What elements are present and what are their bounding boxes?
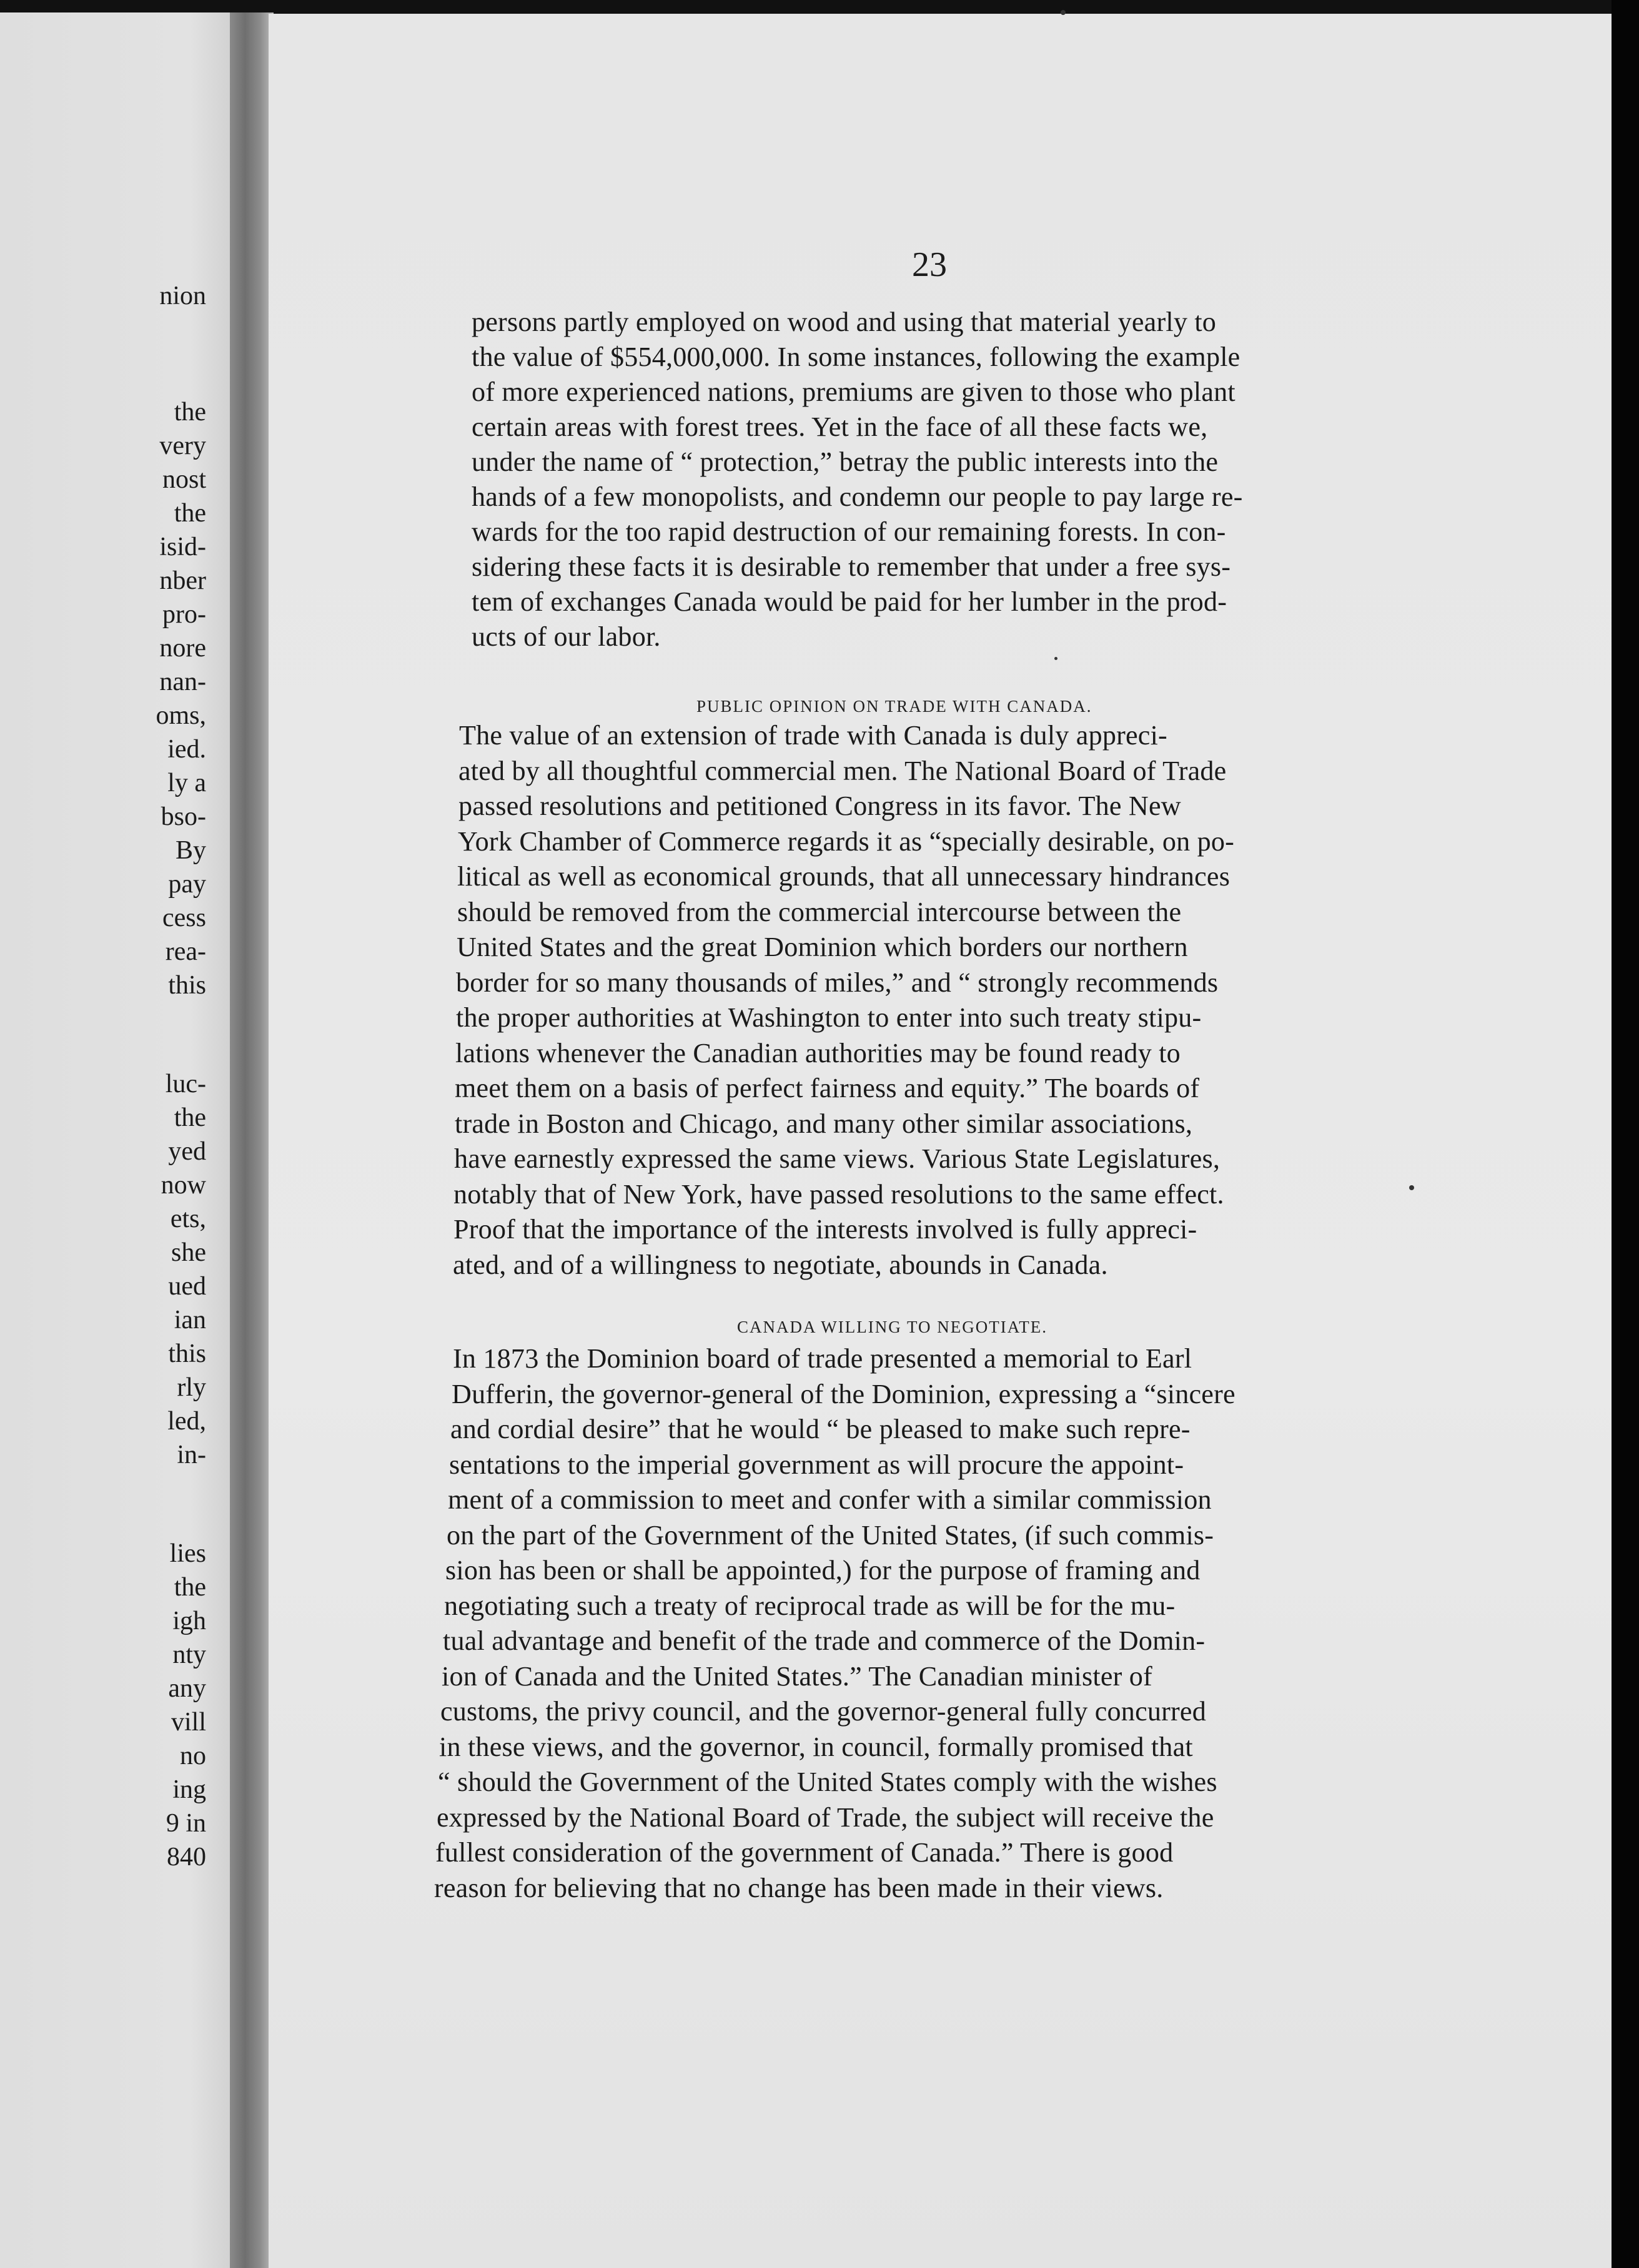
text-line: notably that of New York, have passed resolutions to the same effect. bbox=[453, 1178, 1225, 1210]
text-line: of more experienced nations, premiums are given to those who plant bbox=[472, 377, 1235, 407]
text-line: on the part of the Government of the United States, (if such commis- bbox=[447, 1519, 1214, 1551]
left-page-fragment: the bbox=[174, 1103, 206, 1132]
scan-speck bbox=[1409, 1185, 1414, 1190]
text-line: the proper authorities at Washington to enter into such treaty stipu- bbox=[455, 1002, 1202, 1033]
text-line: meet them on a basis of perfect fairness and equity.” The boards of bbox=[455, 1073, 1200, 1103]
text-line: fullest consideration of the government of Canada.” There is good bbox=[435, 1837, 1174, 1868]
text-line: in these views, and the governor, in council, formally promised that bbox=[439, 1731, 1193, 1762]
scan-speck bbox=[1061, 10, 1066, 15]
left-page-fragment: in- bbox=[177, 1441, 206, 1469]
text-line: wards for the too rapid destruction of our remaining forests. In con- bbox=[472, 516, 1226, 547]
text-line: lations whenever the Canadian authorities may be found ready to bbox=[455, 1037, 1181, 1068]
left-page-fragment: nion bbox=[159, 282, 206, 310]
text-line: persons partly employed on wood and using that material yearly to bbox=[472, 307, 1217, 337]
text-line: expressed by the National Board of Trade, the subject will receive the bbox=[437, 1802, 1214, 1833]
text-line: ucts of our labor. bbox=[472, 621, 661, 652]
text-line: sentations to the imperial government as will procure the appoint- bbox=[449, 1449, 1184, 1480]
text-line: ion of Canada and the United States.” The Canadian minister of bbox=[442, 1660, 1152, 1692]
text-line: tem of exchanges Canada would be paid for her lumber in the prod- bbox=[472, 586, 1227, 617]
left-page-fragment: nty bbox=[172, 1640, 206, 1669]
left-page-fragment: this bbox=[168, 1339, 206, 1368]
left-page-fragment: led, bbox=[167, 1407, 206, 1436]
left-page-fragment: the bbox=[174, 1573, 206, 1602]
text-line: under the name of “ protection,” betray the public interests into the bbox=[472, 446, 1219, 477]
left-page-fragment: nan- bbox=[159, 668, 206, 696]
text-line: sidering these facts it is desirable to remember that under a free sys- bbox=[472, 551, 1231, 582]
text-line: customs, the privy council, and the governor-general fully concurred bbox=[440, 1696, 1206, 1727]
left-page-fragment: she bbox=[171, 1238, 206, 1267]
text-line: passed resolutions and petitioned Congress in its favor. The New bbox=[458, 791, 1181, 821]
page-number: 23 bbox=[912, 245, 947, 284]
text-line: In 1873 the Dominion board of trade presented a memorial to Earl bbox=[453, 1343, 1192, 1374]
left-page-fragment: 9 in bbox=[166, 1809, 206, 1838]
text-line: have earnestly expressed the same views. Various State Legislatures, bbox=[454, 1143, 1221, 1174]
text-line: York Chamber of Commerce regards it as “specially desirable, on po- bbox=[458, 826, 1235, 857]
left-page-fragment: pay bbox=[168, 870, 206, 899]
left-page-fragment: ets, bbox=[170, 1205, 206, 1233]
text-line: sion has been or shall be appointed,) for the purpose of framing and bbox=[445, 1555, 1201, 1585]
left-page-fragment: By bbox=[175, 836, 206, 865]
scan-speck bbox=[1054, 657, 1057, 660]
left-page-fragment: cess bbox=[162, 904, 206, 932]
left-page-fragment: ing bbox=[172, 1775, 206, 1804]
text-line: reason for believing that no change has been made in their views. bbox=[434, 1872, 1164, 1903]
page-gutter-shadow bbox=[230, 12, 274, 2268]
scan-right-border bbox=[1612, 0, 1639, 2268]
left-page-fragment: lies bbox=[169, 1539, 206, 1568]
left-page-fragment: rea- bbox=[165, 937, 206, 966]
left-page-fragment: ian bbox=[174, 1306, 206, 1334]
left-page-fragment: ied. bbox=[167, 735, 206, 764]
left-page-fragment: yed bbox=[168, 1137, 206, 1166]
left-page-fragment: pro- bbox=[162, 600, 206, 629]
text-line: Proof that the importance of the interests involved is fully appreci- bbox=[453, 1214, 1197, 1245]
heading-public-opinion: PUBLIC OPINION ON TRADE WITH CANADA. bbox=[696, 697, 1092, 716]
left-page-fragment: luc- bbox=[165, 1070, 206, 1098]
left-page-fragment: bso- bbox=[161, 802, 206, 831]
left-page-fragment: the bbox=[174, 398, 206, 426]
text-line: certain areas with forest trees. Yet in the face of all these facts we, bbox=[472, 412, 1208, 442]
text-line: and cordial desire” that he would “ be pleased to make such repre- bbox=[450, 1414, 1191, 1444]
text-line: ment of a commission to meet and confer with a similar commission bbox=[448, 1484, 1212, 1515]
left-page-fragment: nost bbox=[162, 465, 206, 494]
text-line: litical as well as economical grounds, that all unnecessary hindrances bbox=[457, 861, 1230, 892]
left-page-fragment: ly a bbox=[167, 769, 206, 797]
text-line: negotiating such a treaty of reciprocal trade as will be for the mu- bbox=[444, 1590, 1176, 1621]
text-line: tual advantage and benefit of the trade and commerce of the Domin- bbox=[443, 1625, 1206, 1656]
text-line: ated by all thoughtful commercial men. The National Board of Trade bbox=[458, 755, 1227, 786]
text-line: Dufferin, the governor-general of the Dominion, expressing a “sincere bbox=[452, 1378, 1235, 1409]
text-line: “ should the Government of the United States comply with the wishes bbox=[438, 1767, 1217, 1797]
left-page-fragment: 840 bbox=[167, 1843, 206, 1871]
text-line: trade in Boston and Chicago, and many other similar associations, bbox=[454, 1108, 1192, 1139]
text-line: hands of a few monopolists, and condemn our people to pay large re- bbox=[472, 481, 1243, 512]
text-line: the value of $554,000,000. In some instances, following the example bbox=[472, 342, 1240, 372]
left-facing-page bbox=[0, 12, 237, 2268]
text-line: border for so many thousands of miles,” and “ strongly recommends bbox=[456, 967, 1219, 998]
left-page-fragment: nber bbox=[159, 566, 206, 595]
left-page-fragment: vill bbox=[171, 1708, 206, 1737]
text-line: The value of an extension of trade with Canada is duly appreci- bbox=[459, 720, 1167, 751]
text-line: United States and the great Dominion which borders our northern bbox=[457, 932, 1188, 962]
text-line: should be removed from the commercial intercourse between the bbox=[457, 896, 1181, 927]
left-page-fragment: igh bbox=[172, 1607, 206, 1635]
left-page-fragment: oms, bbox=[156, 701, 206, 730]
left-page-fragment: isid- bbox=[159, 533, 206, 561]
left-page-fragment: no bbox=[180, 1742, 206, 1770]
left-page-fragment: the bbox=[174, 499, 206, 528]
left-page-fragment: nore bbox=[159, 634, 206, 663]
left-page-fragment: any bbox=[168, 1674, 206, 1703]
left-page-fragment: rly bbox=[177, 1373, 206, 1402]
left-page-fragment: very bbox=[159, 431, 206, 460]
left-page-fragment: ued bbox=[168, 1272, 206, 1301]
left-page-fragment: now bbox=[161, 1171, 206, 1200]
heading-canada-willing: CANADA WILLING TO NEGOTIATE. bbox=[737, 1318, 1047, 1336]
left-page-fragment: this bbox=[168, 971, 206, 1000]
text-line: ated, and of a willingness to negotiate, abounds in Canada. bbox=[453, 1249, 1108, 1280]
